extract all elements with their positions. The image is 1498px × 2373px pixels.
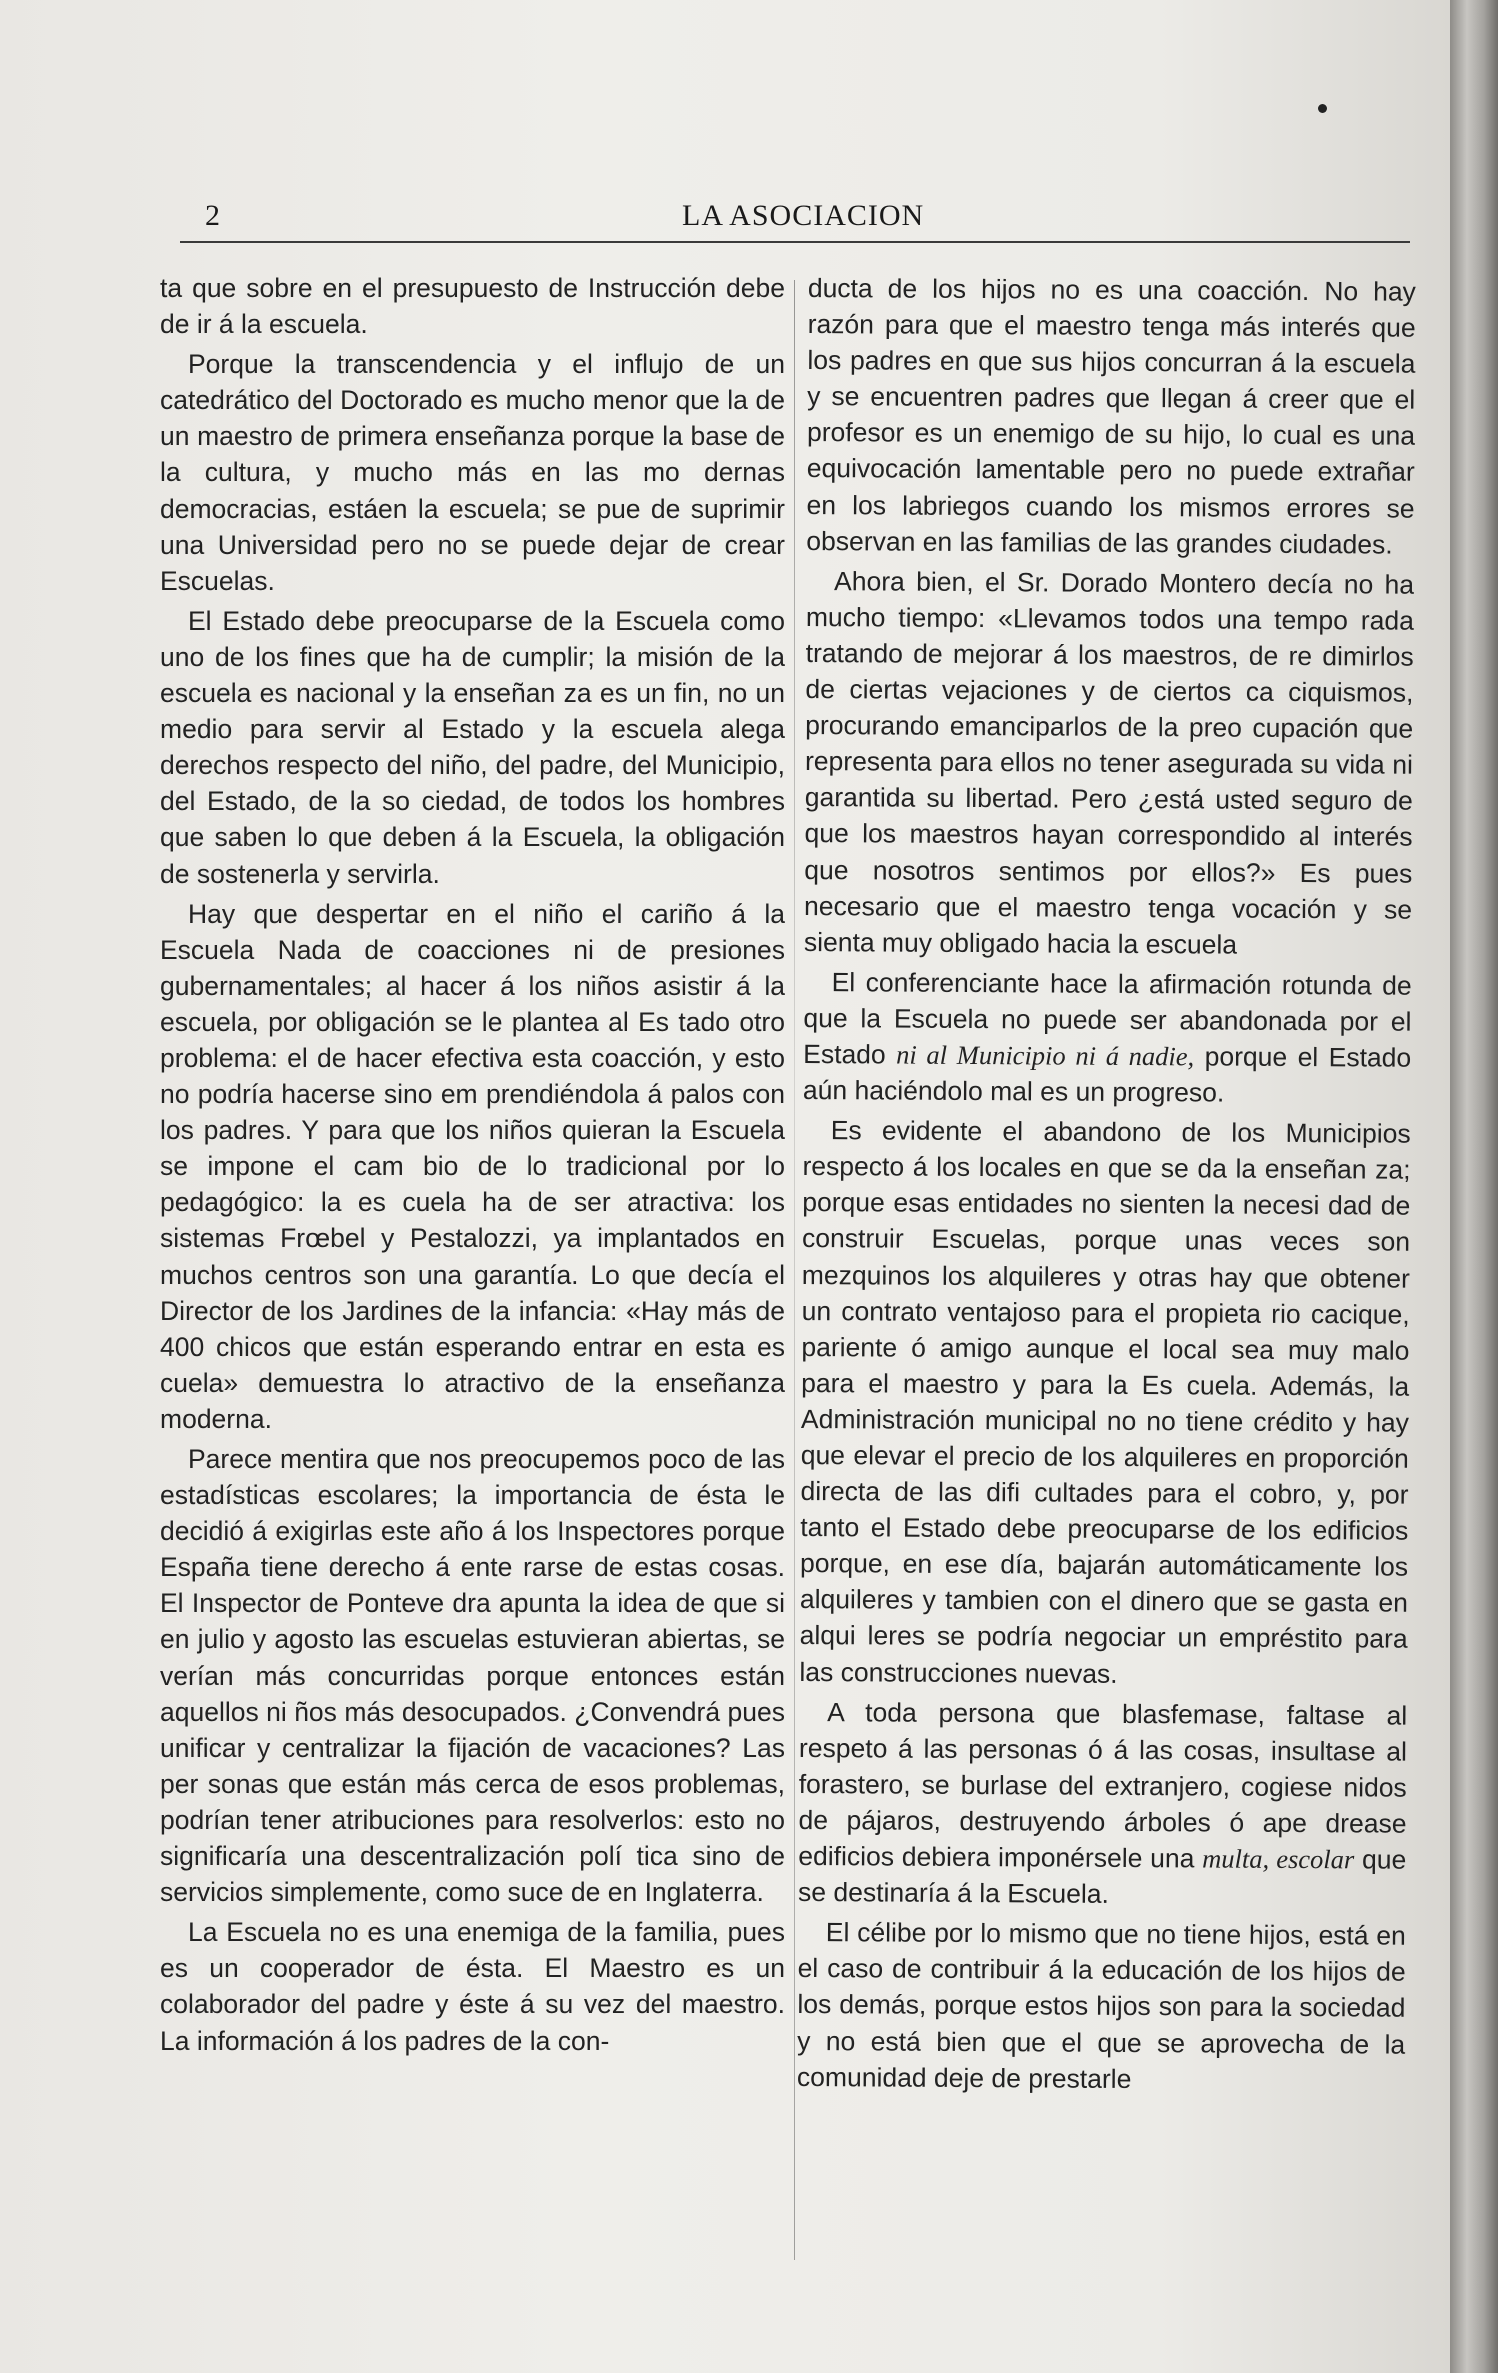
paragraph: [803, 964, 1412, 1112]
italic-text: multa, escolar: [1202, 1843, 1355, 1875]
paragraph: Es evidente el abandono de los Municipios respecto á los locales en que se da la enseñan za; porque esas entidades no sienten la necesi dad de construir Escuelas, porque unas veces son mezquinos los alquileres y otras hay que obtener un contrato ventajoso para el propieta rio cacique, pariente ó amigo aunque el local sea muy malo para el maestro y para la Es cuela. Además, la Administración municipal no no tiene crédito y hay que elevar el precio de los alquileres en proporción directa de las difi cultades para el cobro, y, por tanto el Estado debe preocuparse de los edificios porque, en ese día, bajarán automáticamente los alquileres y tambien con el dinero que se gasta en alqui leres se podría negociar un empréstito para las construcciones nuevas.: [799, 1115, 1411, 1689]
book-spine-edge: [1450, 0, 1498, 2373]
text-run: que se destinaría á la Escuela.: [797, 1844, 1407, 1909]
paragraph: Hay que despertar en el niño el cariño á la Escuela Nada de coacciones ni de presiones gubernamentales; al hacer á los niños asistir á la escuela, por obligación se le plantea al Es tado otro problema: el de hacer efectiva esta coacción, y esto no podría hacerse sino em prendiéndola á palos con los padres. Y para que los niños quieran la Escuela se impone el cam bio de lo tradicional por lo pedagógico: la es cuela ha de ser atractiva: los sistemas Frœbel y Pestalozzi, ya implantados en muchos centros son una garantía. Lo que decía el Director de los Jardines de la infancia: «Hay más de 400 chicos que están esperando entrar en esta es cuela» demuestra lo atractivo de la enseñanza moderna.: [160, 898, 785, 1434]
paragraph: El célibe por lo mismo que no tiene hijos, está en el caso de contribuir á la educación de los hijos de los demás, porque estos hijos son para la sociedad y no está bien que el que se aprovecha de la comunidad deje de prestarle: [796, 1917, 1406, 2094]
running-title: LA ASOCIACION: [682, 199, 925, 232]
text-run: A toda persona que blasfemase, faltase al respeto á las personas ó á las cosas, insultase al forastero, se burlase del extranjero, cogiese nidos de pájaros, destruyendo árboles ó ape drease edificios debiera imponérsele una: [798, 1696, 1408, 1874]
paragraph: ducta de los hijos no es una coacción. No hay razón para que el maestro tenga más interés que los padres en que sus hijos concurran á la escuela y se encuentren padres que llegan á creer que el profesor es un enemigo de su hijo, lo cual es una equivocación lamentable pero no puede extrañar en los labriegos cuando los mismos errores se observan en las familias de las grandes ciudades.: [806, 272, 1416, 560]
column-divider: [794, 280, 795, 2260]
text-run: El conferenciante hace la afirmación rotunda de que la Escuela no puede ser abandonada por el Estado: [803, 966, 1412, 1070]
paragraph: El Estado debe preocuparse de la Escuela como uno de los fines que ha de cumplir; la misión de la escuela es nacional y la enseñan za es un fin, no un medio para servir al Estado y la escuela alega derechos respecto del niño, del padre, del Municipio, del Estado, de la so ciedad, de todos los hombres que saben lo que deben á la Escuela, la obligación de sostenerla y servirla.: [160, 605, 785, 889]
header-rule: [180, 241, 1410, 243]
paragraph: Parece mentira que nos preocupemos poco de las estadísticas escolares; la importancia de ésta le decidió á exigirlas este año á los Inspectores porque España tiene derecho á ente rarse de estas cosas. El Inspector de Ponteve dra apunta la idea de que si en julio y agosto las escuelas estuvieran abiertas, se verían más concurridas porque entonces están aquellos ni ños más desocupados. ¿Convendrá pues unificar y centralizar la fijación de vacaciones? Las per sonas que están más cerca de esos problemas, podrían tener atribuciones para resolverlos: esto no significaría una descentralización polí tica sino de servicios simplemente, como suce de en Inglaterra.: [160, 1444, 785, 1908]
paragraph: La Escuela no es una enemiga de la familia, pues es un cooperador de ésta. El Maestro es un colaborador del padre y éste á su vez del maestro. La información á los padres de la con-: [160, 1917, 785, 2056]
ink-spot: [1318, 104, 1327, 113]
paragraph: Ahora bien, el Sr. Dorado Montero decía no ha mucho tiempo: «Llevamos todos una tempo rada tratando de mejorar á los maestros, de re dimirlos de ciertas vejaciones y de ciertos ca ciquismos, procurando emanciparlos de la preo cupación que representa para ellos no tener asegurada su vida ni garantida su libertad. Pero ¿está usted seguro de que los maestros hayan correspondido al interés que nosotros sentimos por ellos?» Es pues necesario que el maestro tenga vocación y se sienta muy obligado hacia la escuela: [803, 565, 1415, 960]
paragraph: Porque la transcendencia y el influjo de un catedrático del Doctorado es mucho menor que la de un maestro de primera enseñanza porque la base de la cultura, y mucho más en las mo dernas democracias, estáen la escuela; se pue de suprimir una Universidad pero no se puede dejar de crear Escuelas.: [160, 349, 785, 596]
italic-text: ni al Municipio ni á nadie,: [896, 1039, 1195, 1072]
text-run: porque el Estado aún haciéndolo mal es un progreso.: [802, 1041, 1412, 1108]
paragraph: ta que sobre en el presupuesto de Instrucción debe de ir á la escuela.: [160, 273, 785, 340]
paragraph: [798, 1694, 1407, 1914]
page-number: 2: [205, 199, 220, 232]
page-header: [180, 195, 1410, 243]
right-column: [797, 270, 1416, 2102]
left-column: [160, 270, 785, 2063]
